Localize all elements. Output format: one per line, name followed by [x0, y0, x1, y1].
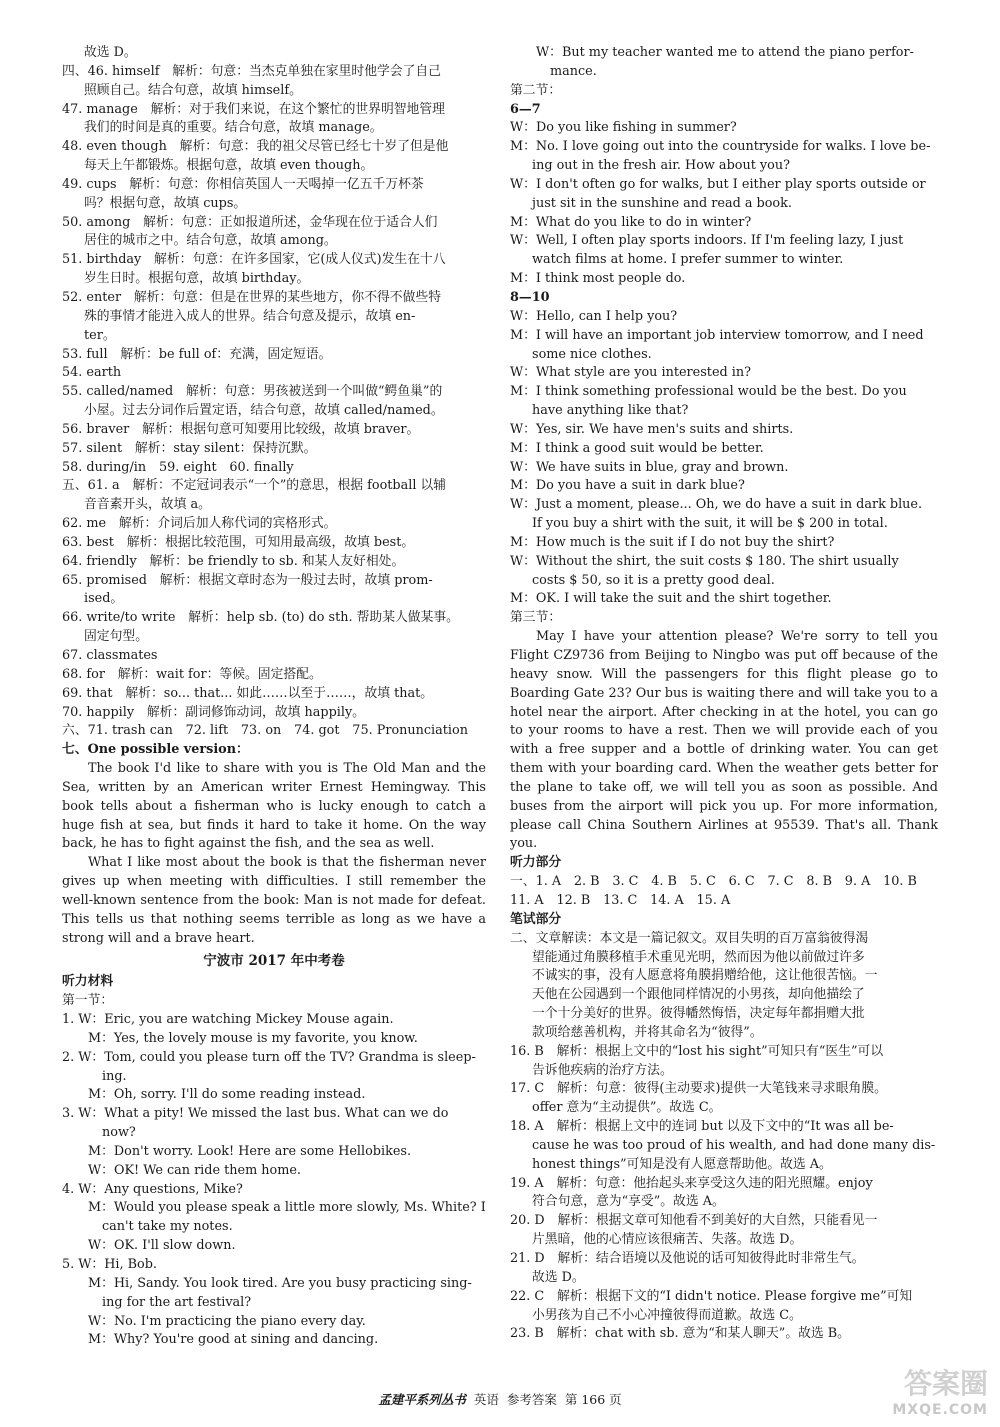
text-line: 69. that 解析：so... that... 如此……以至于……，故填 that。	[62, 685, 434, 701]
text-line: 符合句意，意为“享受”。故选 A。	[532, 1194, 725, 1210]
text-line: 小屋。过去分词作后置定语，结合句意，故填 called/named。	[84, 403, 444, 419]
text-line: 11. A 12. B 13. C 14. A 15. A	[510, 892, 731, 908]
text-line: W：OK. I'll slow down.	[88, 1238, 236, 1254]
text-line: 小男孩为自己不小心冲撞彼得而道歉。故选 C。	[532, 1307, 802, 1323]
text-line: 57. silent 解析：stay silent：保持沉默。	[62, 440, 317, 456]
text-line: 49. cups 解析：句意：你相信英国人一天喝掉一亿五千万杯茶	[62, 176, 424, 192]
text-line: 58. during/in 59. eight 60. finally	[62, 459, 294, 475]
text-line: W：Yes, sir. We have men's suits and shirts.	[510, 421, 794, 437]
text-line: 70. happily 解析：副词修饰动词，故填 happily。	[62, 704, 365, 720]
text-line: 62. me 解析：介词后加人称代词的宾格形式。	[62, 516, 337, 532]
text-line: 告诉他疾病的治疗方法。	[532, 1062, 673, 1078]
text-line: M：Yes, the lovely mouse is my favorite, you know.	[88, 1030, 418, 1046]
text-line: 听力材料	[62, 974, 114, 990]
text-line: M：Oh, sorry. I'll do some reading instead.	[88, 1087, 366, 1103]
text-line: 居住的城市之中。结合句意，故填 among。	[84, 233, 337, 249]
announcement-paragraph: May I have your attention please? We're sorry to tell you Flight CZ9736 from Beijing to Ningbo was put off because of the heavy snow. Will the passengers for this flight please go to Boarding Gate 23? Our bus is waiting there and will take you to a hotel near the airport. After checking in at the hotel, you can go to your rooms to have a rest. Then we will provide each of you with a free supper and a bottle of drinking water. You can get them with your boarding card. When the weather gets better for the plane to take off, we will tell you as soon as possible. And buses from the airport will pick you up. For more information, please call China Southern Airlines at 95539. That's all. Thank you.	[510, 629, 938, 852]
text-line: 53. full 解析：be full of：充满，固定短语。	[62, 346, 332, 362]
text-line: M：Hi, Sandy. You look tired. Are you busy practicing sing-	[88, 1275, 472, 1291]
text-line: costs $ 50, so it is a pretty good deal.	[532, 572, 775, 588]
text-line: 七、One possible version：	[62, 742, 249, 758]
text-line: ised。	[84, 591, 124, 607]
text-line: 65. promised 解析：根据文章时态为一般过去时，故填 prom-	[62, 572, 433, 588]
text-line: 殊的事情才能进入成人的世界。结合句意及提示，故填 en-	[84, 308, 416, 324]
text-line: 55. called/named 解析：句意：男孩被送到一个叫做“鳄鱼巢”的	[62, 384, 443, 400]
page-number: 第 166 页	[564, 1392, 622, 1407]
text-line: 音音素开头，故填 a。	[84, 497, 211, 513]
text-line: 故选 D。	[84, 45, 137, 60]
text-line: W：Hello, can I help you?	[510, 308, 678, 324]
section-title: 宁波市 2017 年中考卷	[203, 952, 345, 969]
text-line: 片黑暗，他的心情应该很痛苦、失落。故选 D。	[532, 1232, 803, 1248]
text-line: 4. W：Any questions, Mike?	[62, 1181, 243, 1197]
text-line: W：I don't often go for walks, but I either play sports outside or	[510, 176, 926, 192]
text-line: W：OK! We can ride them home.	[88, 1162, 301, 1178]
text-line: 68. for 解析：wait for：等候。固定搭配。	[62, 666, 322, 682]
text-line: 6—7	[510, 101, 541, 117]
text-line: 笔试部分	[510, 911, 562, 927]
text-line: 款项给慈善机构，并将其命名为“彼得”。	[532, 1024, 763, 1040]
text-line: W：Without the shirt, the suit costs $ 180. The shirt usually	[510, 553, 899, 569]
text-line: 我们的时间是真的重要。结合句意，故填 manage。	[84, 120, 383, 136]
text-line: M：No. I love going out into the countryside for walks. I love be-	[510, 139, 931, 155]
text-line: 23. B 解析：chat with sb. 意为“和某人聊天”。故选 B。	[510, 1326, 850, 1342]
text-line: offer 意为“主动提供”。故选 C。	[532, 1100, 722, 1116]
text-line: 每天上午都锻炼。根据句意，故填 even though。	[84, 158, 374, 174]
text-line: W：But my teacher wanted me to attend the piano perfor-	[536, 45, 914, 60]
text-line: M：I think a good suit would be better.	[510, 440, 764, 456]
watermark-logo	[858, 1362, 988, 1422]
text-line: ing.	[102, 1068, 127, 1084]
text-line: 第一节：	[62, 993, 114, 1009]
text-line: 3. W：What a pity! We missed the last bus. What can we do	[62, 1106, 449, 1122]
series-name: 孟建平系列丛书	[378, 1392, 466, 1407]
text-line: cause he was too proud of his wealth, and had done many dis-	[532, 1137, 936, 1153]
text-line: 51. birthday 解析：句意：在许多国家，它(成人仪式)发生在十八	[62, 252, 446, 268]
text-line: W：We have suits in blue, gray and brown.	[510, 459, 789, 475]
text-line: 63. best 解析：根据比较范围，可知用最高级，故填 best。	[62, 534, 415, 550]
text-line: just sit in the sunshine and read a book.	[532, 195, 792, 211]
text-line: 48. even though 解析：句意：我的祖父尽管已经七十岁了但是他	[62, 139, 449, 155]
essay-paragraph: What I like most about the book is that the fisherman never gives up when meeting with difficulties. I still remember the well-known sentence from the book: Man is not made for defeat. This tells us that nothing seems terrible as long as we have a strong will and a brave heart.	[62, 855, 486, 946]
text-line: 1. W：Eric, you are watching Mickey Mouse again.	[62, 1012, 394, 1028]
listening-material-left	[62, 973, 486, 1350]
text-line: M：Would you please speak a little more slowly, Ms. White? I	[88, 1200, 486, 1216]
text-line: have anything like that?	[532, 403, 689, 419]
text-line: 二、文章解读：本文是一篇记叙文。双目失明的百万富翁彼得渴	[510, 930, 869, 946]
subject: 英语	[473, 1392, 499, 1407]
text-line: 吗？根据句意，故填 cups。	[84, 195, 247, 211]
text-line: 67. classmates	[62, 648, 158, 663]
text-line: M：Do you have a suit in dark blue?	[510, 478, 745, 494]
text-line: 一个十分美好的世界。彼得幡然悔悟，决定每年都捐赠大批	[532, 1006, 865, 1022]
text-line: If you buy a shirt with the suit, it will be $ 200 in total.	[532, 516, 888, 532]
text-line: 20. D 解析：根据文章可知他看不到美好的大自然，只能看见一	[510, 1213, 878, 1229]
text-line: 19. A 解析：句意：他抬起头来享受这久违的阳光照耀。enjoy	[510, 1175, 873, 1191]
text-line: M：OK. I will take the suit and the shirt together.	[510, 591, 832, 607]
text-line: 照顾自己。结合句意，故填 himself。	[84, 82, 302, 98]
text-line: 听力部分	[510, 855, 562, 871]
text-line: 47. manage 解析：对于我们来说，在这个繁忙的世界明智地管理	[62, 101, 445, 117]
text-line: honest things”可知是没有人愿意帮助他。故选 A。	[532, 1156, 832, 1172]
answer-list-left	[62, 44, 486, 760]
section-label: 参考答案	[506, 1392, 557, 1407]
text-line: 8—10	[510, 289, 550, 305]
text-line: 50. among 解析：句意：正如报道所述，金华现在位于适合人们	[62, 214, 438, 230]
text-line: 故选 D。	[532, 1269, 585, 1285]
text-line: 四、46. himself 解析：句意：当杰克单独在家里时他学会了自己	[62, 63, 441, 79]
text-line: 望能通过角膜移植手术重见光明，然而因为他以前做过许多	[532, 949, 865, 965]
text-line: W：Just a moment, please... Oh, we do have a suit in dark blue.	[510, 497, 923, 513]
text-line: W：What style are you interested in?	[510, 365, 751, 381]
text-line: ing for the art festival?	[102, 1294, 252, 1310]
essay-paragraph: The book I'd like to share with you is The Old Man and the Sea, written by an American writer Ernest Hemingway. This book tells about a fisherman who is lucky enough to catch a huge fish at sea, but finds it hard to take it home. On the way back, he has to fight against the fish, and the sea as well.	[62, 761, 486, 852]
text-line: 56. braver 解析：根据句意可知要用比较级，故填 braver。	[62, 421, 420, 437]
text-line: 一、1. A 2. B 3. C 4. B 5. C 6. C 7. C 8. B 9. A 10. B	[510, 874, 917, 890]
text-line: can't take my notes.	[102, 1219, 233, 1235]
text-line: watch films at home. I prefer summer to winter.	[532, 252, 844, 268]
text-line: 54. earth	[62, 365, 122, 381]
text-line: M：What do you like to do in winter?	[510, 214, 752, 230]
text-line: 18. A 解析：根据上文中的连词 but 以及下文中的“It was all be-	[510, 1119, 894, 1135]
text-line: W：Well, I often play sports indoors. If I'm feeling lazy, I just	[510, 233, 904, 249]
listening-material-right	[510, 44, 938, 628]
text-line: 天他在公园遇到一个跟他同样情况的小男孩，却向他描绘了	[532, 987, 865, 1003]
text-line: M：I will have an important job interview tomorrow, and I need	[510, 327, 924, 343]
text-line: mance.	[550, 63, 597, 79]
page-footer	[0, 1390, 1000, 1412]
text-line: ing out in the fresh air. How about you?	[532, 158, 790, 174]
text-line: M：I think something professional would be the best. Do you	[510, 384, 907, 400]
text-line: 22. C 解析：根据下文的“I didn't notice. Please forgive me”可知	[510, 1288, 913, 1304]
text-line: M：I think most people do.	[510, 271, 686, 287]
text-line: 不诚实的事，没有人愿意将角膜捐赠给他，这让他很苦恼。一	[532, 968, 878, 984]
text-line: M：Don't worry. Look! Here are some Hellobikes.	[88, 1143, 412, 1159]
text-line: 六、71. trash can 72. lift 73. on 74. got 75. Pronunciation	[62, 723, 468, 739]
text-line: 5. W：Hi, Bob.	[62, 1257, 157, 1272]
text-line: 五、61. a 解析：不定冠词表示“一个”的意思，根据 football 以辅	[62, 478, 447, 494]
text-line: 固定句型。	[84, 629, 148, 645]
model-essay	[62, 760, 486, 948]
watermark-text: 答案圈	[903, 1367, 988, 1400]
text-line: W：No. I'm practicing the piano every day.	[88, 1313, 366, 1329]
text-line: 第二节：	[510, 82, 562, 98]
answer-list-right	[510, 854, 938, 1344]
text-line: W：Do you like fishing in summer?	[510, 120, 737, 136]
watermark-domain: MXQE.COM	[892, 1402, 988, 1418]
text-line: now?	[102, 1125, 136, 1141]
text-line: M：How much is the suit if I do not buy the shirt?	[510, 534, 835, 550]
text-line: 第三节：	[510, 610, 562, 626]
text-line: 66. write/to write 解析：help sb. (to) do sth. 帮助某人做某事。	[62, 610, 459, 626]
text-line: M：Why? You're good at sining and dancing.	[88, 1332, 379, 1348]
text-line: 64. friendly 解析：be friendly to sb. 和某人友好相处。	[62, 553, 405, 569]
text-line: 2. W：Tom, could you please turn off the TV? Grandma is sleep-	[62, 1049, 476, 1065]
text-line: 岁生日时。根据句意，故填 birthday。	[84, 271, 310, 287]
text-line: ter。	[84, 327, 116, 343]
left-column	[62, 44, 486, 1350]
text-line: 16. B 解析：根据上文中的“lost his sight”可知只有“医生”可以	[510, 1043, 884, 1059]
text-line: 17. C 解析：句意：彼得(主动要求)提供一大笔钱来寻求眼角膜。	[510, 1081, 887, 1097]
right-column	[510, 44, 938, 1344]
text-line: 52. enter 解析：句意：但是在世界的某些地方，你不得不做些特	[62, 289, 441, 305]
text-line: 21. D 解析：结合语境以及他说的话可知彼得此时非常生气。	[510, 1251, 865, 1266]
text-line: some nice clothes.	[532, 346, 652, 362]
